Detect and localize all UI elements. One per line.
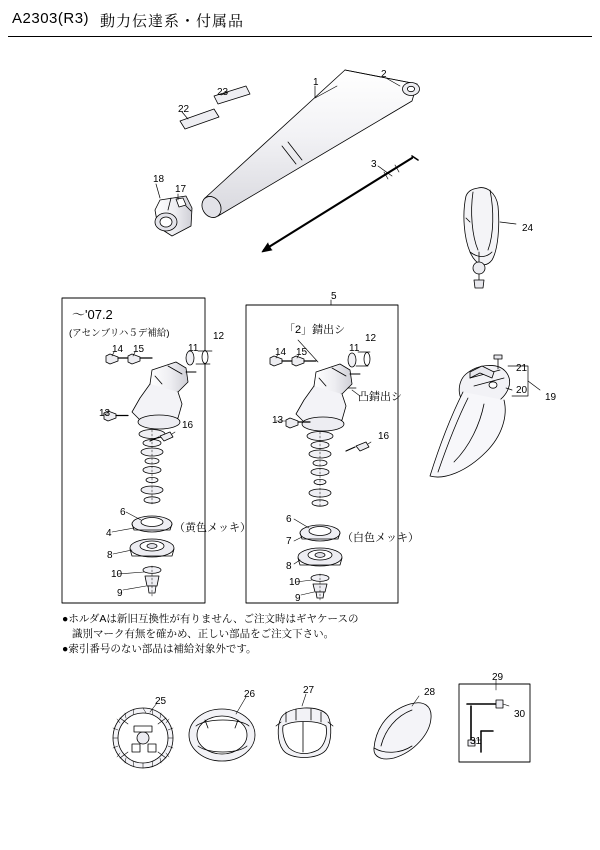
callout-number: 18 xyxy=(153,174,165,185)
callout-number: 19 xyxy=(545,392,557,403)
part-goggles-27 xyxy=(276,708,333,758)
callout-number: 1 xyxy=(313,77,319,88)
assembly-left xyxy=(104,351,212,597)
callout-number: 8 xyxy=(286,561,292,572)
callout-number: 13 xyxy=(99,408,111,419)
caption-white-plating: （白色メッキ） xyxy=(342,532,419,544)
part-clamp-17 xyxy=(155,196,192,236)
part-blade-25 xyxy=(113,708,173,768)
callout-number: 24 xyxy=(522,223,534,234)
callout-number: 20 xyxy=(516,385,528,396)
callout-number: 28 xyxy=(424,687,436,698)
callout-number: 4 xyxy=(106,528,112,539)
footnotes xyxy=(62,612,359,657)
callout-number: 15 xyxy=(133,344,145,355)
left-panel-subtitle: (アセンブリハ５デ補給) xyxy=(69,328,170,339)
callout-number: 8 xyxy=(107,550,113,561)
callout-number: 14 xyxy=(275,347,287,358)
footnote-line-2: 識別マーク有無を確かめ、正しい部品をご注文下さい。 xyxy=(72,628,335,640)
callout-number: 2 xyxy=(381,69,387,80)
callout-number: 29 xyxy=(492,672,504,683)
callout-number: 3 xyxy=(371,159,377,170)
callout-number: 23 xyxy=(217,87,229,98)
part-tool-31 xyxy=(481,731,493,752)
callout-number: 21 xyxy=(516,363,528,374)
callout-number: 5 xyxy=(331,291,337,302)
callout-number: 9 xyxy=(117,588,123,599)
callout-number: 30 xyxy=(514,709,526,720)
callout-number: 16 xyxy=(378,431,390,442)
diagram-code: A2303(R3) xyxy=(12,10,90,27)
page-title: 動力伝達系・付属品 xyxy=(100,13,245,30)
callout-number: 10 xyxy=(289,577,301,588)
part-cover-28 xyxy=(374,703,431,759)
callout-number: 9 xyxy=(295,593,301,604)
callout-number: 26 xyxy=(244,689,256,700)
right-panel-note: 凸錆出シ xyxy=(358,391,402,403)
part-ring-26 xyxy=(189,709,255,761)
callout-number: 27 xyxy=(303,685,315,696)
caption-yellow-plating: （黄色メッキ） xyxy=(174,522,251,534)
callout-number: 12 xyxy=(365,333,377,344)
callout-number: 6 xyxy=(286,514,292,525)
footnote-line-3: ●索引番号のない部品は補給対象外です。 xyxy=(62,643,257,655)
callout-number: 13 xyxy=(272,415,284,426)
part-guard-19 xyxy=(430,365,510,477)
callout-number: 25 xyxy=(155,696,167,707)
callout-number: 12 xyxy=(213,331,225,342)
callout-number: 15 xyxy=(296,347,308,358)
callout-number: 17 xyxy=(175,184,187,195)
assembly-right xyxy=(270,352,370,600)
part-harness-24 xyxy=(464,188,499,288)
footnote-line-1: ●ホルダAは新旧互換性が有りません、ご注文時はギヤケースの xyxy=(62,613,359,625)
callout-number: 7 xyxy=(286,536,292,547)
right-panel-title: 「2」錆出シ xyxy=(284,324,346,336)
callout-number: 22 xyxy=(178,104,190,115)
callout-number: 14 xyxy=(112,344,124,355)
callout-number: 31 xyxy=(470,736,482,747)
callout-number: 10 xyxy=(111,569,123,580)
part-pipe-cap xyxy=(403,83,420,96)
callout-number: 11 xyxy=(188,343,199,354)
callout-number: 6 xyxy=(120,507,126,518)
callout-number: 16 xyxy=(182,420,194,431)
callout-number: 11 xyxy=(349,343,360,354)
left-panel-title: 〜'07.2 xyxy=(72,307,113,322)
